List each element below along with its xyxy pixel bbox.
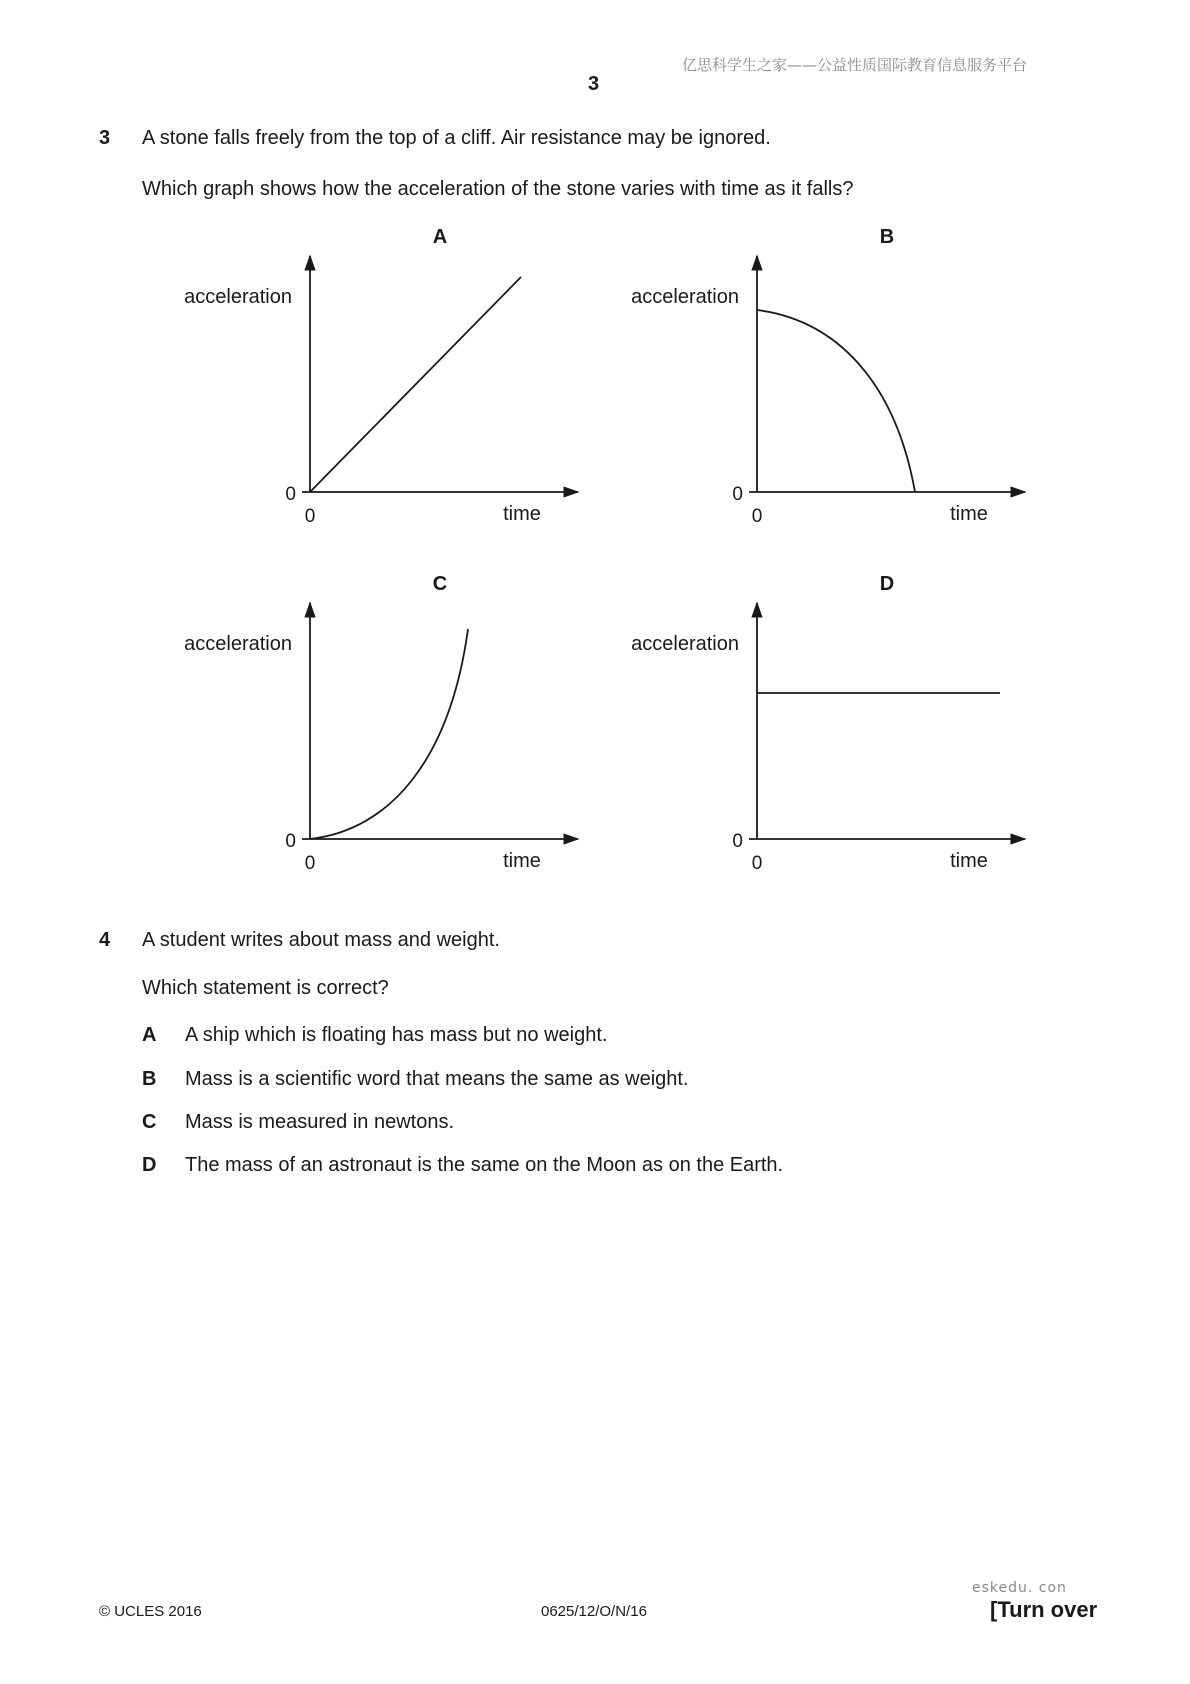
option-d-letter: D (142, 1154, 157, 1176)
option-b-letter: B (142, 1068, 157, 1090)
graph-a (184, 226, 578, 527)
footer-paper-code: 0625/12/O/N/16 (541, 1603, 647, 1620)
graph-d-ylabel: acceleration (631, 633, 739, 655)
graph-a-ylabel: acceleration (184, 286, 292, 308)
graph-b (631, 226, 1025, 527)
footer-site-watermark: eskedu. con (972, 1580, 1067, 1596)
option-c-text: Mass is measured in newtons. (185, 1111, 455, 1133)
graph-c (184, 573, 578, 874)
graph-b-x-origin: 0 (751, 506, 763, 527)
graph-b-label: B (879, 226, 895, 248)
page-number: 3 (588, 73, 600, 95)
option-a-text: A ship which is floating has mass but no weight. (185, 1024, 608, 1046)
graph-b-y-origin: 0 (732, 484, 743, 505)
question-3-prompt: Which graph shows how the acceleration of the stone varies with time as it falls? (142, 178, 854, 200)
question-3-text: A stone falls freely from the top of a cliff. Air resistance may be ignored. (142, 127, 771, 149)
graph-a-x-origin: 0 (304, 506, 316, 527)
graph-c-label: C (432, 573, 448, 595)
footer-copyright: © UCLES 2016 (99, 1603, 202, 1620)
graph-a-y-origin: 0 (285, 484, 296, 505)
question-4-text: A student writes about mass and weight. (142, 929, 500, 951)
option-d-text: The mass of an astronaut is the same on the Moon as on the Earth. (185, 1154, 784, 1176)
graph-c-y-origin: 0 (285, 831, 296, 852)
graph-a-curve (310, 277, 521, 492)
option-a-letter: A (142, 1024, 157, 1046)
graph-b-curve (757, 310, 915, 492)
graph-c-xlabel: time (503, 850, 541, 872)
graph-c-curve (310, 629, 468, 839)
graph-b-xlabel: time (950, 503, 988, 525)
graph-d-y-origin: 0 (732, 831, 743, 852)
question-3-number: 3 (99, 127, 111, 149)
graph-a-xlabel: time (503, 503, 541, 525)
graph-d-x-origin: 0 (751, 853, 763, 874)
graph-d-xlabel: time (950, 850, 988, 872)
option-c-letter: C (142, 1111, 157, 1133)
graph-c-ylabel: acceleration (184, 633, 292, 655)
graph-a-label: A (432, 226, 448, 248)
question-4-number: 4 (99, 929, 111, 951)
option-b-text: Mass is a scientific word that means the same as weight. (185, 1068, 689, 1090)
header-watermark: 亿思科学生之家——公益性质国际教育信息服务平台 (682, 56, 1028, 74)
graph-c-x-origin: 0 (304, 853, 316, 874)
graph-d-label: D (879, 573, 895, 595)
graph-b-ylabel: acceleration (631, 286, 739, 308)
question-4-prompt: Which statement is correct? (142, 977, 389, 999)
turn-over-label: [Turn over (990, 1597, 1098, 1622)
graph-d (631, 573, 1025, 874)
